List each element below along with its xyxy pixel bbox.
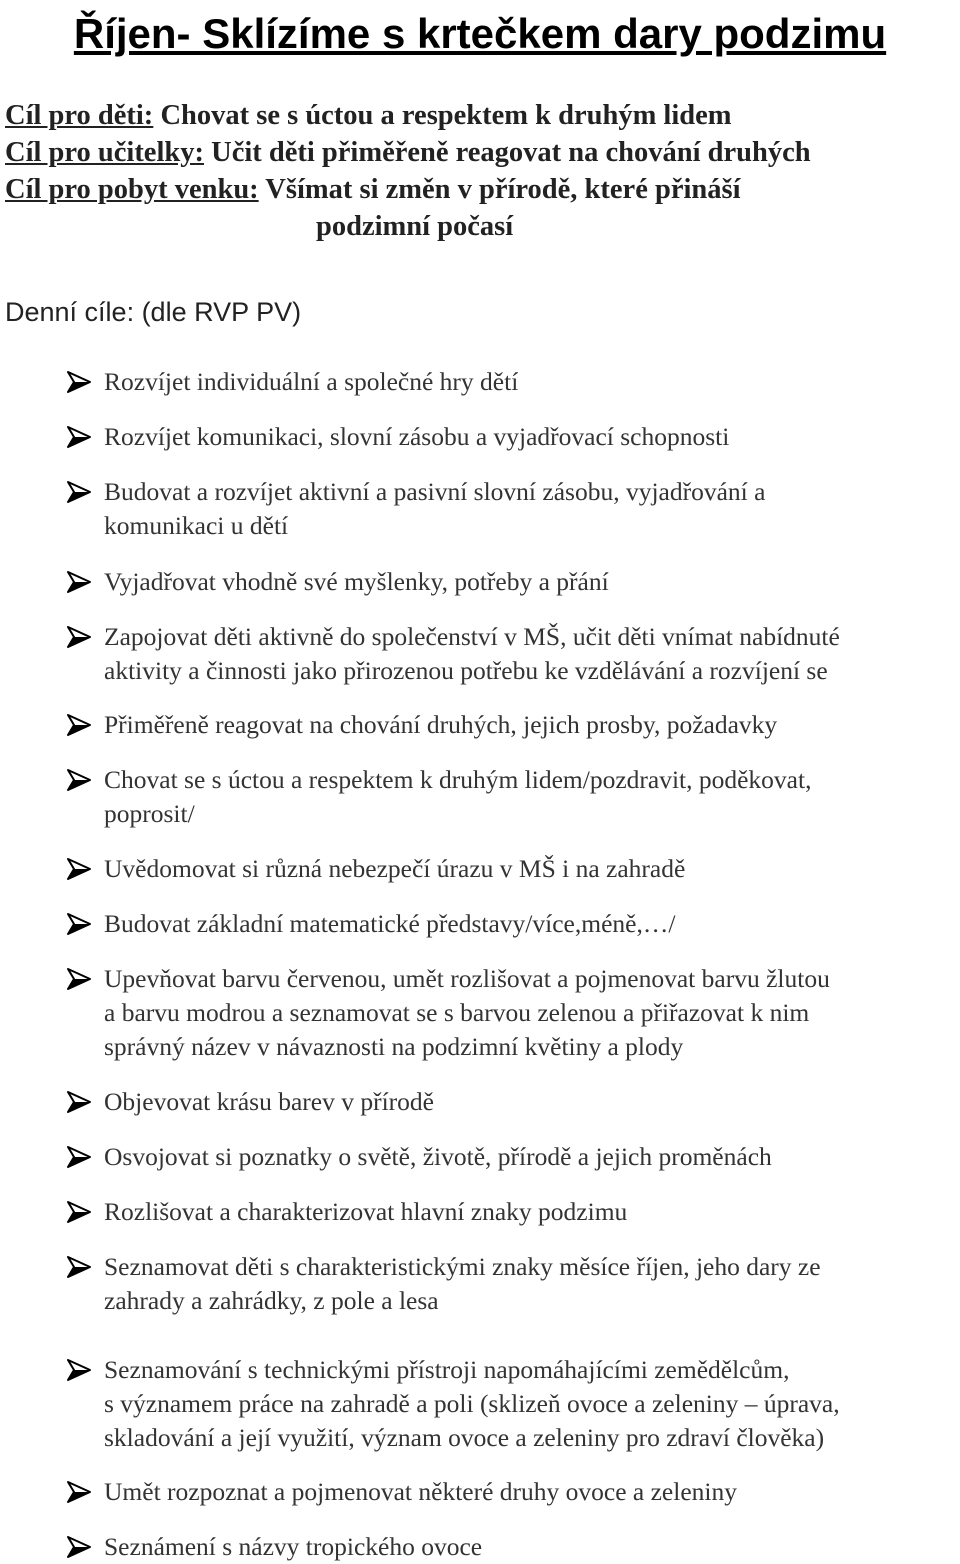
list-item-text xyxy=(104,1195,954,1229)
list-item-text xyxy=(104,1530,954,1564)
list-item-line: Chovat se s úctou a respektem k druhým lidem/pozdravit, poděkovat, xyxy=(104,765,812,794)
list-item-text xyxy=(104,852,954,886)
arrowhead-bullet-icon xyxy=(66,1480,92,1504)
list-item-text xyxy=(104,907,954,941)
list-item-text xyxy=(104,1140,954,1174)
arrowhead-bullet-icon xyxy=(66,713,92,737)
arrowhead-bullet-icon xyxy=(66,370,92,394)
list-item-line: Zapojovat děti aktivně do společenství v MŠ, učit děti vnímat nabídnuté xyxy=(104,622,840,651)
arrowhead-bullet-icon xyxy=(66,1255,92,1279)
goal-text: Chovat se s úctou a respektem k druhým lidem xyxy=(153,100,732,131)
list-item-line: Umět rozpoznat a pojmenovat některé druhy ovoce a zeleniny xyxy=(104,1477,737,1506)
list-item-text xyxy=(104,420,954,454)
goal-text: Učit děti přiměřeně reagovat na chování druhých xyxy=(203,137,811,168)
list-item-line: poprosit/ xyxy=(104,799,195,828)
list-item-line: aktivity a činnosti jako přirozenou potřebu ke vzdělávání a rozvíjení se xyxy=(104,656,828,685)
list-item-line: skladování a její využití, význam ovoce a zeleniny pro zdraví člověka) xyxy=(104,1423,825,1452)
list-item-line: komunikaci u dětí xyxy=(104,511,289,540)
list-item-text xyxy=(104,365,954,399)
goal-label: Cíl pro pobyt venku: xyxy=(5,174,259,205)
goals-section xyxy=(5,97,955,245)
list-item-text xyxy=(104,708,954,742)
list-item-text xyxy=(104,565,954,599)
list-item-line: Rozlišovat a charakterizovat hlavní znaky podzimu xyxy=(104,1197,628,1226)
list-item-line: Seznámení s názvy tropického ovoce xyxy=(104,1532,483,1561)
list-item-text xyxy=(104,763,954,831)
list-item-line: Osvojovat si poznatky o světě, životě, přírodě a jejich proměnách xyxy=(104,1142,772,1171)
arrowhead-bullet-icon xyxy=(66,768,92,792)
arrowhead-bullet-icon xyxy=(66,480,92,504)
arrowhead-bullet-icon xyxy=(66,570,92,594)
list-item-line: Budovat a rozvíjet aktivní a pasivní slovní zásobu, vyjadřování a xyxy=(104,477,766,506)
list-item-line: Rozvíjet individuální a společné hry dětí xyxy=(104,367,519,396)
arrowhead-bullet-icon xyxy=(66,1090,92,1114)
arrowhead-bullet-icon xyxy=(66,1145,92,1169)
list-item-text xyxy=(104,1475,954,1509)
list-item-line: Upevňovat barvu červenou, umět rozlišovat a pojmenovat barvu žlutou xyxy=(104,964,830,993)
arrowhead-bullet-icon xyxy=(66,625,92,649)
list-item-line: Seznamování s technickými přístroji napomáhajícími zemědělcům, xyxy=(104,1355,790,1384)
arrowhead-bullet-icon xyxy=(66,1358,92,1382)
goal-text: Všímat si změn v přírodě, které přináší xyxy=(258,174,741,205)
list-item-line: Objevovat krásu barev v přírodě xyxy=(104,1087,434,1116)
arrowhead-bullet-icon xyxy=(66,912,92,936)
list-item-line: správný název v návaznosti na podzimní květiny a plody xyxy=(104,1032,684,1061)
arrowhead-bullet-icon xyxy=(66,425,92,449)
list-item-line: Uvědomovat si různá nebezpečí úrazu v MŠ i na zahradě xyxy=(104,854,686,883)
daily-goals-heading: Denní cíle: (dle RVP PV) xyxy=(5,297,302,327)
list-item-text xyxy=(104,475,954,543)
list-item-line: s významem práce na zahradě a poli (sklizeň ovoce a zeleniny – úprava, xyxy=(104,1389,840,1418)
list-item-line: Budovat základní matematické představy/více,méně,…/ xyxy=(104,909,676,938)
goal-outdoor-continued xyxy=(5,208,955,245)
goal-text: podzimní počasí xyxy=(316,211,514,242)
list-item-text xyxy=(104,1250,954,1318)
goal-label: Cíl pro děti: xyxy=(5,100,154,131)
goal-children xyxy=(5,97,955,134)
list-item-line: a barvu modrou a seznamovat se s barvou zelenou a přiřazovat k nim xyxy=(104,998,810,1027)
arrowhead-bullet-icon xyxy=(66,857,92,881)
arrowhead-bullet-icon xyxy=(66,1535,92,1559)
goal-teachers xyxy=(5,134,955,171)
arrowhead-bullet-icon xyxy=(66,967,92,991)
list-item-text xyxy=(104,1353,954,1455)
goal-label: Cíl pro učitelky: xyxy=(5,137,204,168)
list-item-line: Rozvíjet komunikaci, slovní zásobu a vyjadřovací schopnosti xyxy=(104,422,730,451)
list-item-line: Přiměřeně reagovat na chování druhých, jejich prosby, požadavky xyxy=(104,710,778,739)
list-item-line: Vyjadřovat vhodně své myšlenky, potřeby a přání xyxy=(104,567,609,596)
list-item-text xyxy=(104,1085,954,1119)
list-item-text xyxy=(104,962,954,1064)
list-item-text xyxy=(104,620,954,688)
page-title: Říjen- Sklízíme s krtečkem dary podzimu xyxy=(73,10,887,57)
goal-outdoor xyxy=(5,171,955,208)
arrowhead-bullet-icon xyxy=(66,1200,92,1224)
list-item-line: Seznamovat děti s charakteristickými znaky měsíce říjen, jeho dary ze xyxy=(104,1252,821,1281)
list-item-line: zahrady a zahrádky, z pole a lesa xyxy=(104,1286,439,1315)
